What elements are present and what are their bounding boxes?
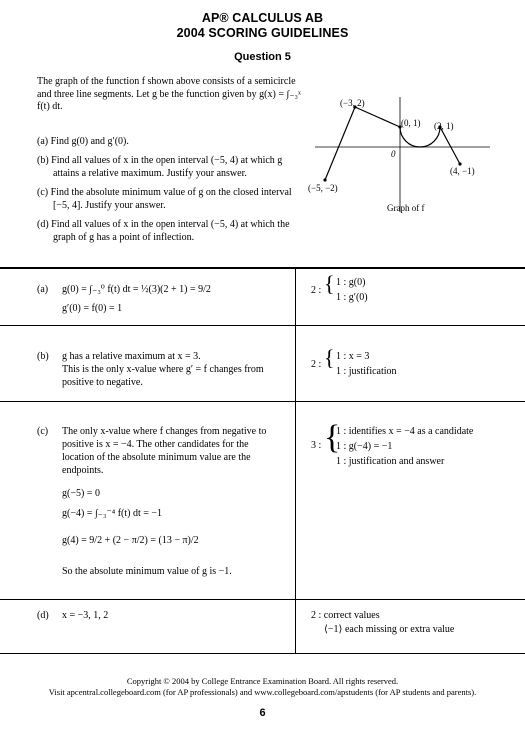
part-c-label: (c) <box>37 426 49 437</box>
part-d-line1: x = −3, 1, 2 <box>62 610 109 621</box>
point-label-0-1: (0, 1) <box>401 118 421 128</box>
part-b-line3: positive to negative. <box>62 377 143 388</box>
part-b-score: 2 : <box>311 359 322 370</box>
page-number: 6 <box>259 707 266 719</box>
item-d: (d) Find all values of x in the open interval (−5, 4) at which the graph of g has a point of inflection. <box>37 219 290 243</box>
header-title: AP® CALCULUS AB <box>201 11 324 25</box>
brace-c: { <box>324 419 341 456</box>
row-divider-b <box>0 401 525 402</box>
question-title: Question 5 <box>234 51 291 63</box>
part-c-rubric-2: 1 : g(−4) = −1 <box>336 441 393 452</box>
brace-a: { <box>324 271 335 296</box>
part-c-text-2: positive is x = −4. The other candidates for the <box>62 439 249 450</box>
item-a: (a) Find g(0) and g′(0). <box>37 136 129 147</box>
part-a-rubric-2: 1 : g′(0) <box>336 292 368 303</box>
row-divider-c <box>0 599 525 600</box>
part-a-rubric-1: 1 : g(0) <box>336 277 366 288</box>
header-subtitle: 2004 SCORING GUIDELINES <box>176 26 349 40</box>
part-b-line2: This is the only x-value where g′ = f changes from <box>62 364 264 375</box>
point-label-m3-2: (−3, 2) <box>340 98 365 108</box>
footer-links: Visit apcentral.collegeboard.com (for AP professionals) and www.collegeboard.com/apstudents (for AP students and parents). <box>48 687 477 697</box>
row-divider-d <box>0 653 525 654</box>
part-c-conclusion: So the absolute minimum value of g is −1. <box>62 566 232 577</box>
part-b-rubric-2: 1 : justification <box>336 366 397 377</box>
part-c-eq2: g(−4) = ∫₋₃⁻⁴ f(t) dt = −1 <box>62 508 163 519</box>
graph-caption: Graph of f <box>387 203 425 213</box>
part-c-score: 3 : <box>311 440 322 451</box>
part-c-eq3: g(4) = 9/2 + (2 − π/2) = (13 − π)/2 <box>62 535 199 546</box>
item-b: (b) Find all values of x in the open interval (−5, 4) at which g attains a relative maximum. Justify your answer. <box>37 155 283 179</box>
row-divider-a <box>0 325 525 326</box>
part-c-eq1: g(−5) = 0 <box>62 488 100 499</box>
point-label-m5-m2: (−5, −2) <box>308 183 338 193</box>
table-top-rule <box>0 267 525 269</box>
origin-label: 0 <box>391 149 396 159</box>
point-label-2-1: (2, 1) <box>434 121 454 131</box>
part-a-score: 2 : <box>311 285 322 296</box>
part-c-rubric-1: 1 : identifies x = −4 as a candidate <box>336 426 474 437</box>
part-c-text-3: location of the absolute minimum value are the <box>62 452 251 463</box>
part-c-text-4: endpoints. <box>62 465 104 476</box>
graph-segments-left <box>325 107 400 180</box>
part-b-rubric-1: 1 : x = 3 <box>336 351 370 362</box>
footer-copyright: Copyright © 2004 by College Entrance Examination Board. All rights reserved. <box>126 676 399 686</box>
point-label-4-m1: (4, −1) <box>450 166 475 176</box>
item-c: (c) Find the absolute minimum value of g on the closed interval [−5, 4]. Justify your answer. <box>37 187 292 211</box>
part-b-label: (b) <box>37 351 49 362</box>
part-d-label: (d) <box>37 610 49 621</box>
part-d-score: 2 : correct values <box>311 610 380 621</box>
part-d-rubric: ⟨−1⟩ each missing or extra value <box>324 624 455 635</box>
part-c-text-1: The only x-value where f changes from negative to <box>62 426 267 437</box>
part-b-line1: g has a relative maximum at x = 3. <box>62 351 201 362</box>
part-a-line2: g′(0) = f(0) = 1 <box>62 303 123 314</box>
part-a-label: (a) <box>37 284 49 295</box>
brace-b: { <box>324 345 335 370</box>
graph-segment-right <box>440 127 460 164</box>
part-a-line1: g(0) = ∫₋₃⁰ f(t) dt = ½(3)(2 + 1) = 9/2 <box>62 284 211 295</box>
part-c-rubric-3: 1 : justification and answer <box>336 456 445 467</box>
intro-text: The graph of the function f shown above consists of a semicircle and three line segments. Let g be the function given by g(x) = ∫₋₃ˣ f(t) dt. <box>37 76 301 112</box>
